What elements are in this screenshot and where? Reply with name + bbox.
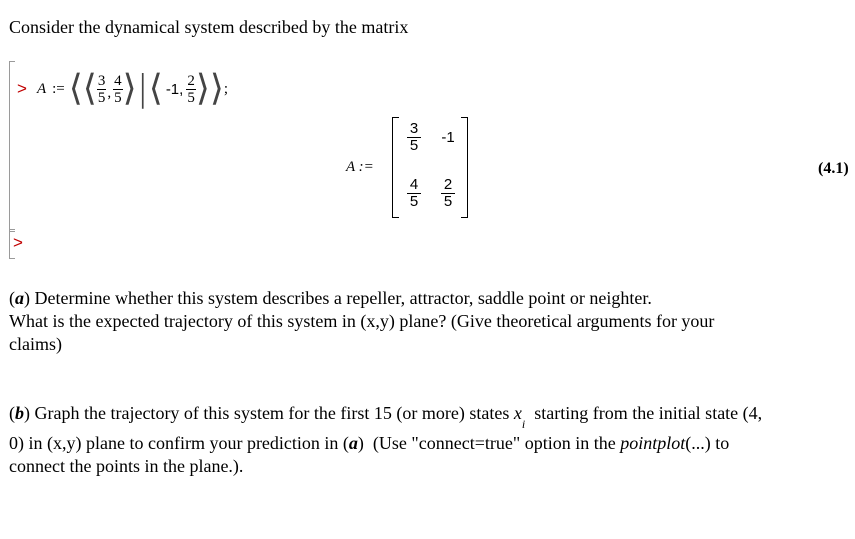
- assign-operator: :=: [52, 80, 65, 97]
- execution-group-bracket[interactable]: [9, 61, 15, 232]
- part-b-tag: b: [15, 403, 24, 423]
- command-prompt-2[interactable]: >: [13, 233, 23, 252]
- angle-bracket-open: ⟨⟨: [68, 68, 97, 109]
- part-a-line-2: What is the expected trajectory of this system in (x,y) plane? (Give theoretical arguments for your: [9, 311, 715, 331]
- fraction-2-5: $\frac{2}{5}$: [187, 72, 195, 106]
- comma: ,: [107, 84, 112, 101]
- input-variable: A: [36, 80, 47, 97]
- output-matrix: [392, 117, 468, 218]
- part-b-line-1: (b) Graph the trajectory of this system for the first 15 (or more) states $x_i$ starting from the initial state (4,: [9, 403, 763, 431]
- matrix-cell-r2c2: 2 5: [441, 177, 455, 210]
- part-b-line-3: connect the points in the plane.).: [9, 456, 244, 476]
- part-b-ref-tag: a: [348, 433, 358, 453]
- fraction-3-5: $\frac{3}{5}$: [97, 72, 106, 106]
- state-variable: x: [513, 403, 522, 423]
- part-b-line-2: 0) in (x,y) plane to confirm your prediction in (a) (Use "connect=true" option in the pointplot(...) to: [9, 433, 730, 453]
- part-a-tag: a: [15, 288, 24, 308]
- part-a-line-3: claims): [9, 334, 62, 354]
- value-neg-1: -1,: [165, 80, 184, 98]
- function-name: pointplot: [620, 433, 686, 453]
- fraction-4-5: $\frac{4}{5}$: [114, 72, 122, 106]
- intro-text: Consider the dynamical system described by the matrix: [9, 17, 409, 37]
- equation-number: (4.1): [818, 160, 849, 177]
- statement-terminator: ;: [223, 80, 229, 97]
- input-line[interactable]: [17, 66, 228, 112]
- command-prompt[interactable]: >: [17, 79, 27, 98]
- part-a-line-1: (a) Determine whether this system describes a repeller, attractor, saddle point or neighter.: [9, 288, 652, 308]
- matrix-cell-r1c1: 3 5: [407, 121, 421, 154]
- matrix-cell-r1c2: -1: [441, 129, 455, 146]
- output-label: A :=: [346, 159, 374, 175]
- state-subscript: i: [521, 416, 526, 431]
- angle-bracket-close-open: ⟩|⟨: [122, 68, 163, 109]
- matrix-cell-r2c1: 4 5: [407, 177, 421, 210]
- angle-bracket-close: ⟩⟩: [195, 68, 224, 109]
